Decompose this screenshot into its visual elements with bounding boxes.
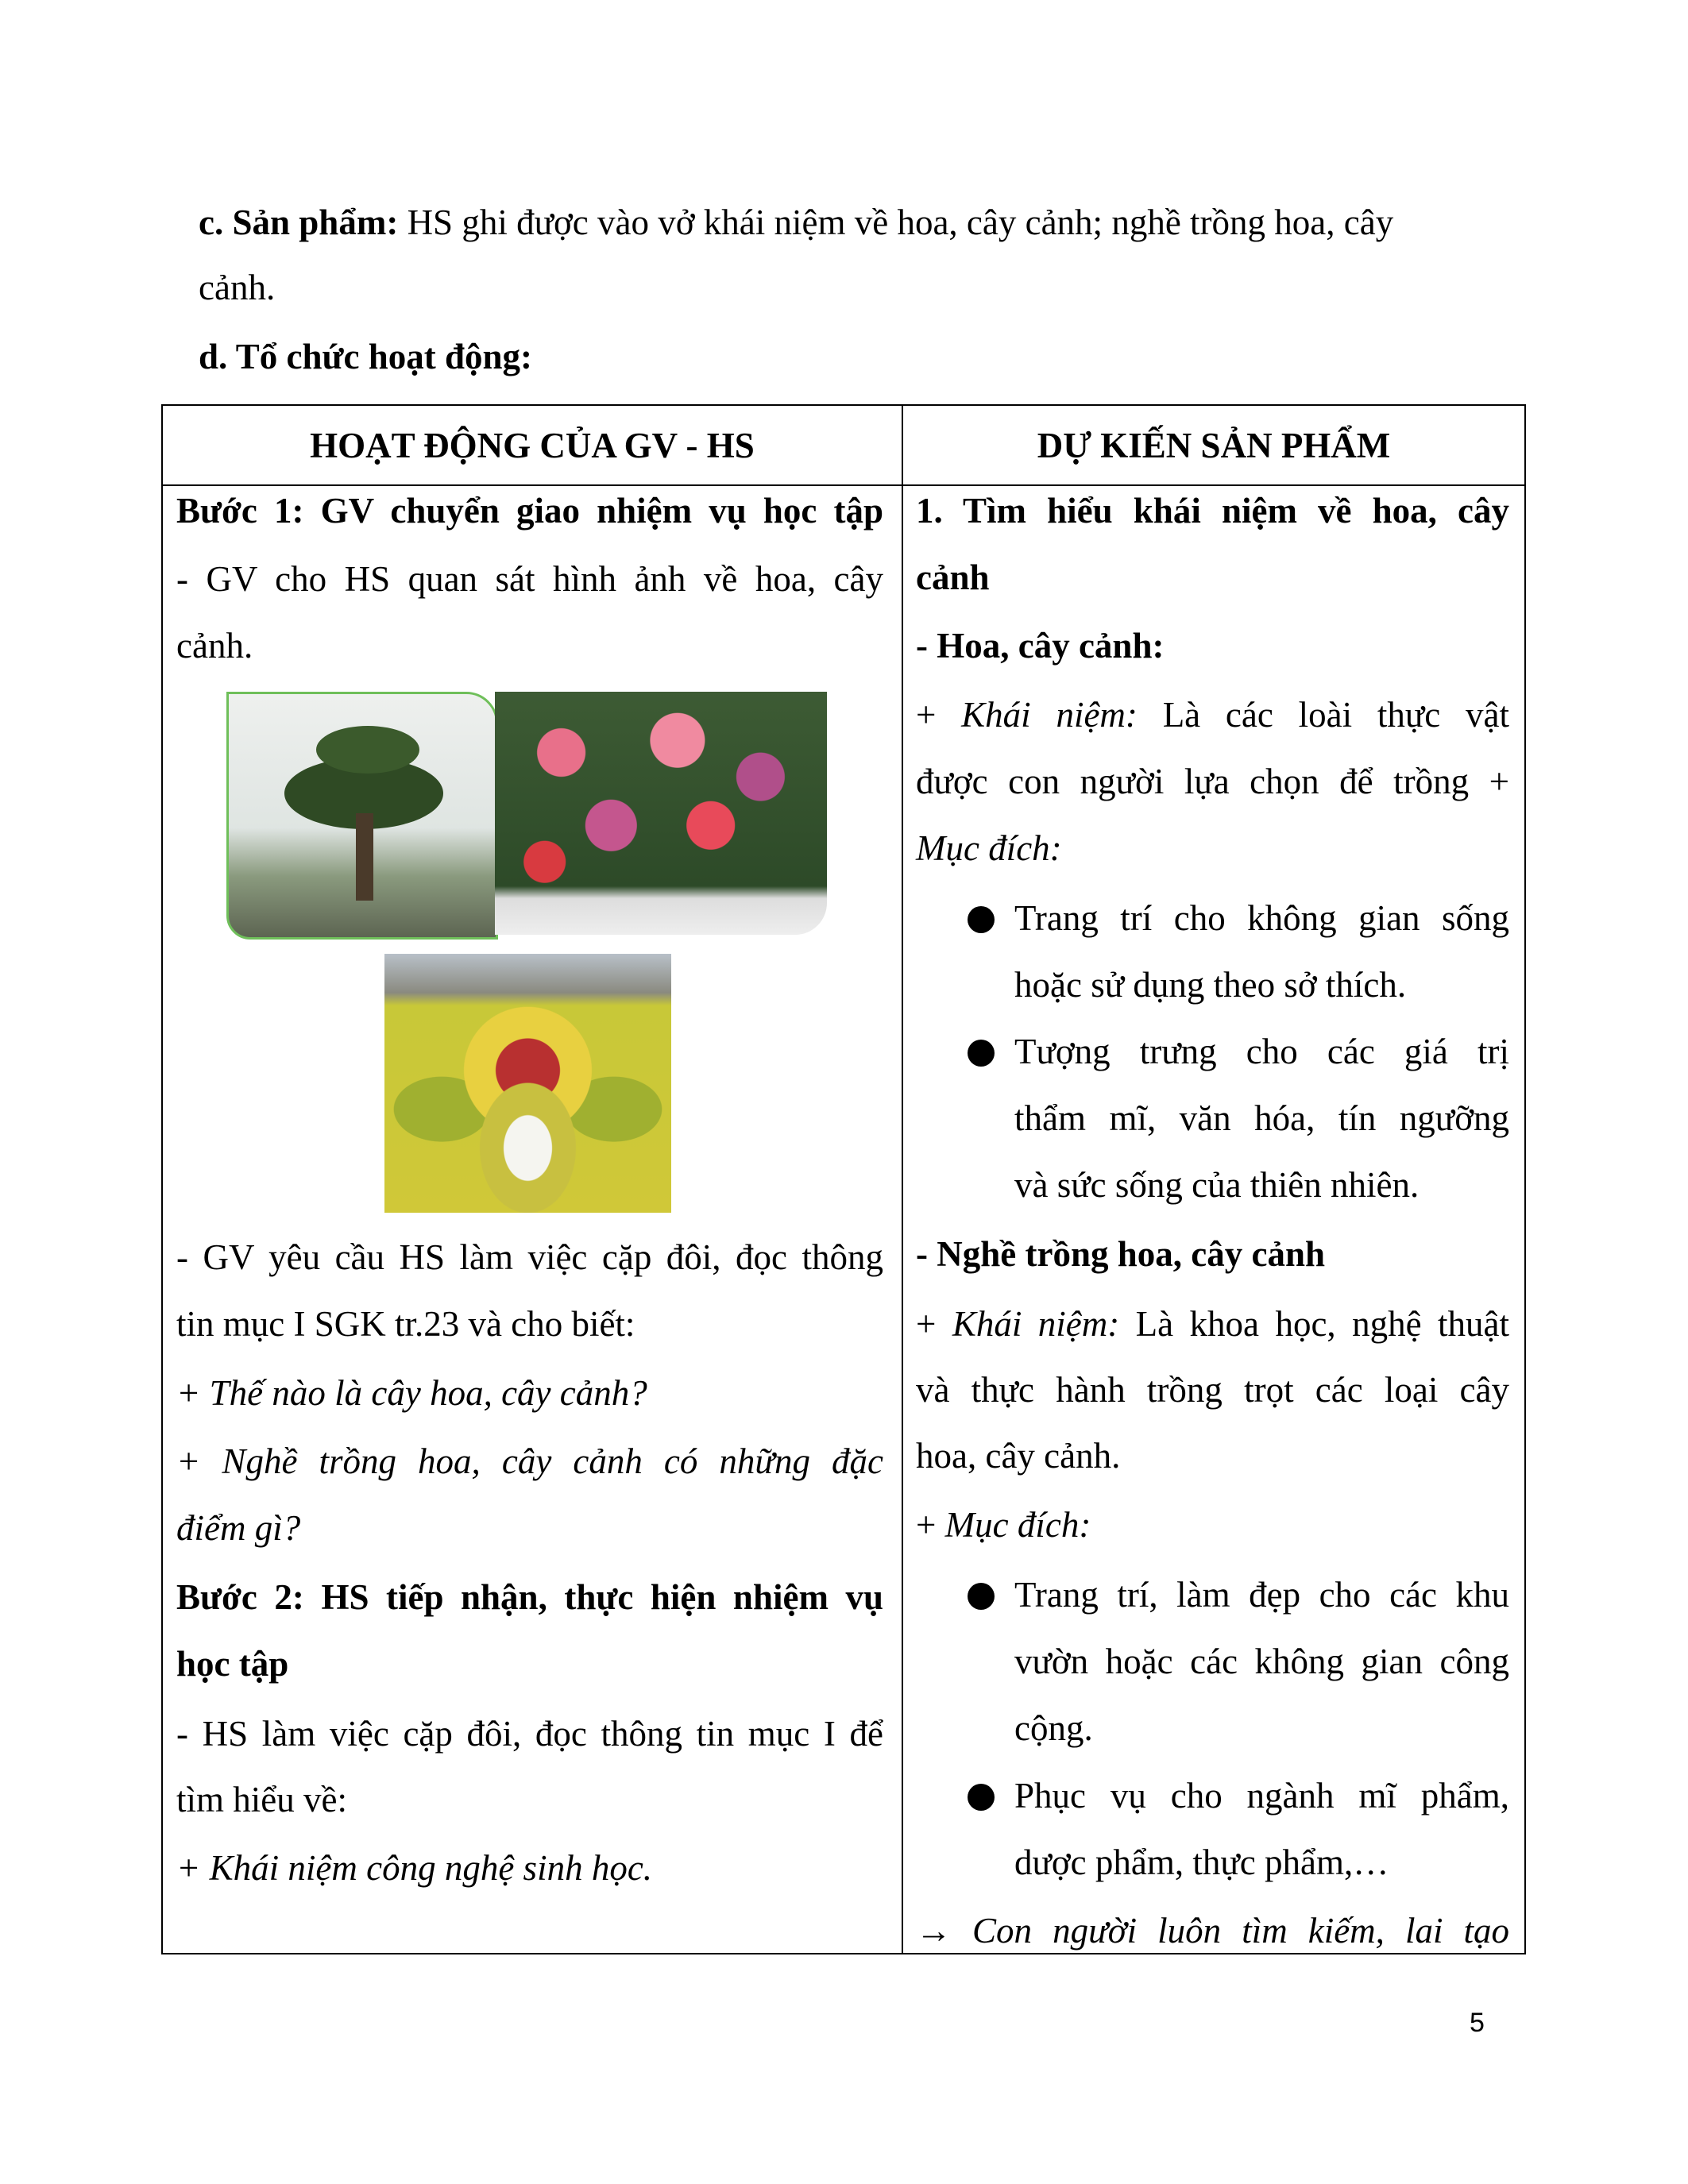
left_lines-line: [176, 1439, 883, 1484]
right_lines-line: [916, 1232, 1509, 1276]
text-segment: Là khoa học, nghệ thuật: [1119, 1303, 1509, 1344]
right_lines-line: [916, 1368, 1509, 1412]
left_lines-line: [176, 1371, 883, 1415]
text-segment: cảnh: [916, 558, 990, 598]
text-segment: Bước 1: GV chuyển giao nhiệm vụ học tập: [176, 491, 883, 531]
left_lines-line: [176, 1575, 883, 1619]
text-segment: cảnh.: [176, 626, 253, 666]
right_lines-line: [1014, 963, 1509, 1007]
text-segment: tìm hiểu về:: [176, 1780, 347, 1820]
text-segment: và thực hành trồng trọt các loại cây: [916, 1370, 1509, 1410]
right_lines-line: [916, 1433, 1509, 1478]
text-segment: Trang trí cho không gian sống: [1014, 897, 1509, 938]
text-segment: + Thế nào là cây hoa, cây cảnh?: [176, 1372, 647, 1413]
right_lines-line: [916, 1908, 1509, 1953]
text-segment: Mục đích:: [916, 828, 1062, 869]
right_lines-line: [916, 826, 1509, 870]
bullet-icon: [968, 1784, 995, 1811]
left_lines-line: [176, 1302, 883, 1346]
product-line-2: cảnh.: [199, 268, 276, 307]
text-segment: học tập: [176, 1644, 289, 1684]
flower-garden-image: [384, 954, 671, 1213]
page-number: 5: [1470, 2008, 1485, 2038]
left_lines-line: [176, 1777, 883, 1822]
right_lines-line: [916, 488, 1509, 533]
bonsai-tree-image: [226, 692, 498, 940]
right_lines-line: [916, 693, 1509, 737]
carnation-flowers-image: [495, 692, 827, 935]
right_lines-line: [916, 1503, 1509, 1547]
text-segment: - Hoa, cây cảnh:: [916, 626, 1165, 666]
text-segment: - HS làm việc cặp đôi, đọc thông tin mục I để: [176, 1713, 883, 1754]
left_lines-line: [176, 557, 883, 601]
left_lines-line: [176, 623, 883, 668]
right_lines-line: [1014, 1163, 1509, 1207]
text-segment: hoa, cây cảnh.: [916, 1435, 1121, 1476]
text-segment: 1. Tìm hiểu khái niệm về hoa, cây: [916, 491, 1509, 531]
right_lines-line: [1014, 1572, 1509, 1617]
text-segment: điểm gì?: [176, 1507, 301, 1548]
text-segment: + Khái niệm công nghệ sinh học.: [176, 1848, 653, 1889]
bullet-icon: [968, 906, 995, 933]
text-segment: thẩm mĩ, văn hóa, tín ngưỡng: [1014, 1098, 1509, 1138]
text-segment: tin mục I SGK tr.23 và cho biết:: [176, 1303, 635, 1344]
organize-heading: d. Tổ chức hoạt động:: [199, 337, 533, 376]
text-segment: +: [916, 1303, 952, 1344]
right_lines-line: [916, 623, 1509, 668]
text-segment: hoặc sử dụng theo sở thích.: [1014, 964, 1407, 1005]
right_lines-line: [1014, 1840, 1509, 1885]
text-segment: - GV yêu cầu HS làm việc cặp đôi, đọc thông: [176, 1237, 883, 1277]
header-divider: [163, 484, 1524, 486]
right_lines-line: [1014, 1639, 1509, 1684]
text-segment: vườn hoặc các không gian công: [1014, 1641, 1509, 1681]
text-segment: →: [916, 1910, 973, 1951]
bullet-icon: [968, 1040, 995, 1067]
right_lines-line: [916, 759, 1509, 804]
text-segment: cộng.: [1014, 1707, 1093, 1748]
header-product: DỰ KIẾN SẢN PHẨM: [1037, 426, 1391, 465]
text-segment: + Nghề trồng hoa, cây cảnh có những đặc: [176, 1441, 883, 1481]
text-segment: Bước 2: HS tiếp nhận, thực hiện nhiệm vụ: [176, 1577, 883, 1618]
left_lines-line: [176, 1506, 883, 1550]
text-segment: +: [916, 695, 962, 735]
text-segment: được con người lựa chọn để trồng +: [916, 762, 1509, 802]
right_lines-line: [1014, 1773, 1509, 1818]
right_lines-line: [916, 555, 1509, 600]
text-segment: - GV cho HS quan sát hình ảnh về hoa, cây: [176, 559, 883, 600]
text-segment: Khái niệm:: [961, 695, 1138, 735]
left_lines-line: [176, 1846, 883, 1890]
left_lines-line: [176, 1711, 883, 1756]
text-segment: Phục vụ cho ngành mĩ phẩm,: [1014, 1776, 1509, 1816]
left_lines-line: [176, 1642, 883, 1686]
text-segment: dược phẩm, thực phẩm,…: [1014, 1843, 1389, 1883]
product-label: c. Sản phẩm:: [199, 203, 399, 242]
right_lines-line: [1014, 1706, 1509, 1750]
text-segment: - Nghề trồng hoa, cây cảnh: [916, 1234, 1325, 1275]
text-segment: +: [916, 1505, 945, 1545]
right_lines-line: [1014, 896, 1509, 940]
left_lines-line: [176, 488, 883, 533]
product-line: [199, 200, 1485, 245]
text-segment: Tượng trưng cho các giá trị: [1014, 1031, 1509, 1071]
bullet-icon: [968, 1583, 995, 1610]
text-segment: Khái niệm:: [952, 1303, 1120, 1344]
text-segment: Trang trí, làm đẹp cho các khu: [1014, 1574, 1509, 1615]
text-segment: Là các loài thực vật: [1137, 695, 1509, 735]
text-segment: Con người luôn tìm kiếm, lai tạo: [972, 1910, 1509, 1951]
right_lines-line: [916, 1302, 1509, 1346]
text-segment: và sức sống của thiên nhiên.: [1014, 1164, 1420, 1205]
column-divider: [902, 406, 903, 1953]
header-activity: HOẠT ĐỘNG CỦA GV - HS: [310, 426, 755, 465]
product-text: HS ghi được vào vở khái niệm về hoa, cây cảnh; nghề trồng hoa, cây: [398, 203, 1394, 242]
text-segment: Mục đích:: [944, 1505, 1091, 1545]
left_lines-line: [176, 1235, 883, 1279]
right_lines-line: [1014, 1096, 1509, 1140]
right_lines-line: [1014, 1029, 1509, 1074]
